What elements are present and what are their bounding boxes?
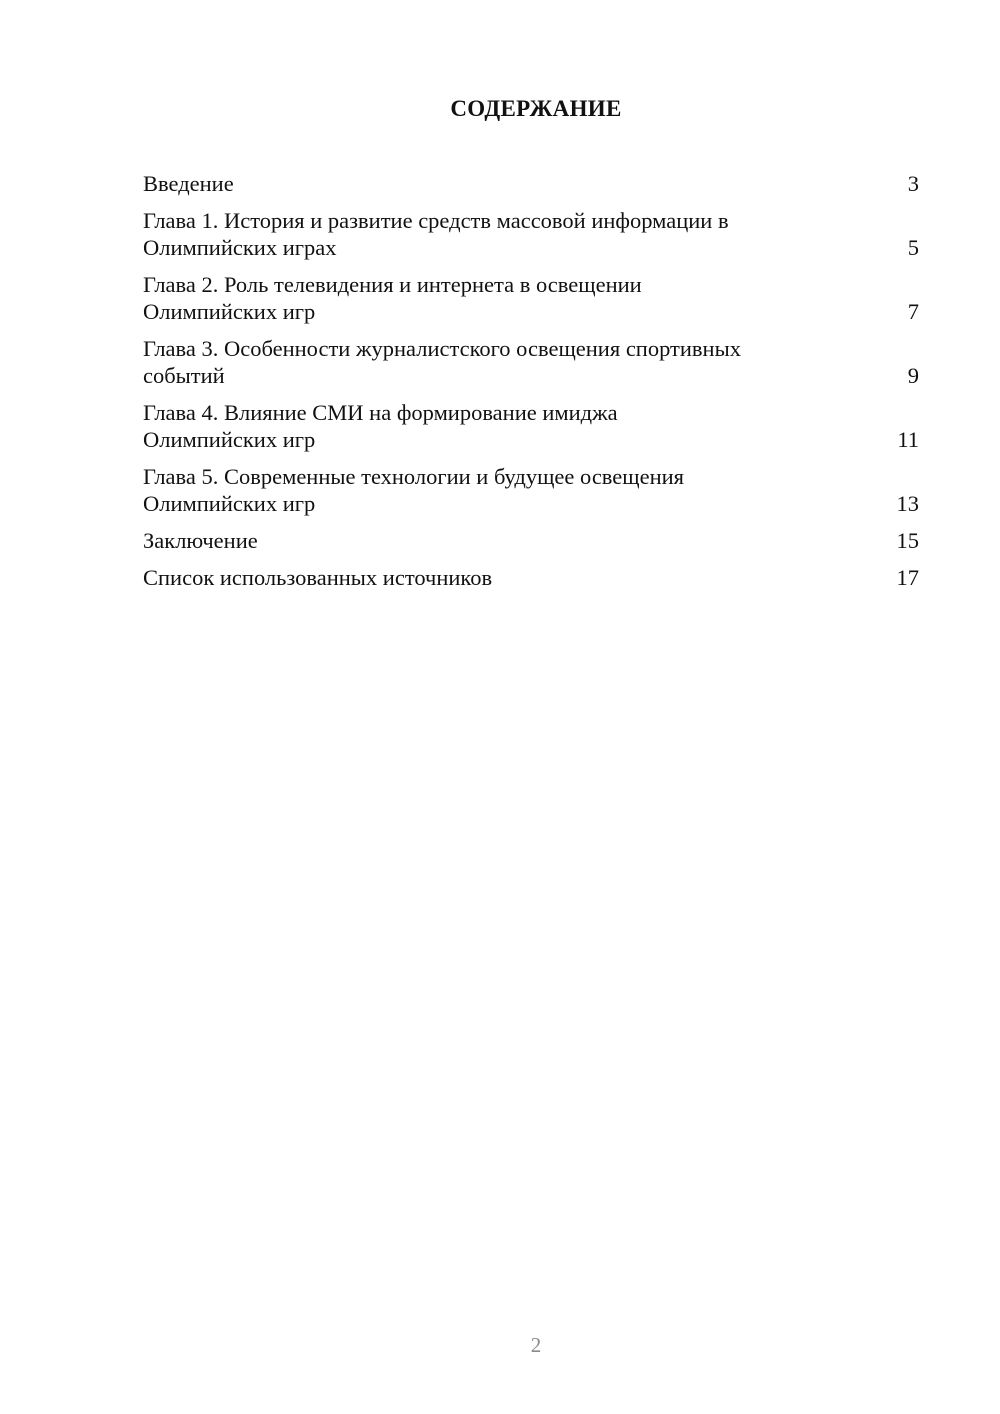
toc-entry-chapter-3 [143,335,919,389]
toc-entry-chapter-5 [143,463,919,517]
toc-entry-page-number: 13 [896,491,919,516]
toc-entry-label: Глава 3. Особенности журналистского освещения спортивных событий [143,336,741,388]
table-of-contents [143,170,919,601]
toc-entry-page-number: 9 [907,363,919,388]
toc-entry-page-number: 17 [896,565,919,590]
toc-entry-page-number: 15 [896,528,919,553]
toc-entry-label: Глава 2. Роль телевидения и интернета в освещении Олимпийских игр [143,272,642,324]
toc-entry-label: Глава 5. Современные технологии и будущее освещения Олимпийских игр [143,464,685,516]
toc-entry-label: Список использованных источников [143,565,493,590]
toc-entry-label: Глава 4. Влияние СМИ на формирование имиджа Олимпийских игр [143,400,618,452]
toc-entry-page-number: 5 [907,235,919,260]
page-footer-number: 2 [530,1333,542,1357]
toc-entry-introduction [143,170,919,197]
toc-entry-chapter-2 [143,271,919,325]
toc-entry-label: Введение [143,171,234,196]
toc-entry-page-number: 11 [897,427,919,452]
toc-entry-references [143,564,919,591]
toc-entry-page-number: 7 [907,299,919,324]
toc-entry-conclusion [143,527,919,554]
toc-entry-chapter-1 [143,207,919,261]
toc-entry-label: Глава 1. История и развитие средств массовой информации в Олимпийских играх [143,208,729,260]
page-title: СОДЕРЖАНИЕ [450,96,622,121]
toc-entry-label: Заключение [143,528,258,553]
toc-entry-page-number: 3 [907,171,919,196]
toc-entry-chapter-4 [143,399,919,453]
